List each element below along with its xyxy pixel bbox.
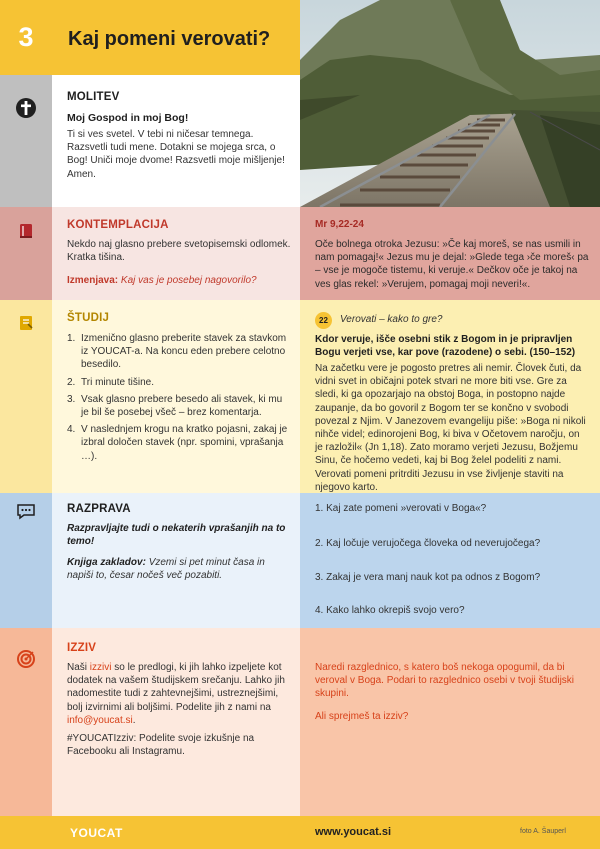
izziv-text-start: Naši — [67, 662, 90, 673]
item-number: 1. — [67, 333, 76, 344]
molitev-text: Ti si ves svetel. V tebi ni ničesar temnega. Razsvetli tudi mene. Dotakni se mojega srca, o Bog! Uniči moje dvome! Razsvetli moje mišljenje! Amen. — [67, 129, 285, 180]
title-bar — [52, 0, 300, 75]
notebook-icon — [15, 312, 37, 334]
item-number: 2. — [67, 376, 76, 388]
youcat-logo: YOUCAT — [70, 826, 123, 840]
chapter-number: 3 — [18, 22, 34, 52]
studij-title: ŠTUDIJ — [67, 312, 110, 324]
list-item — [67, 393, 292, 419]
izziv-title: IZZIV — [67, 642, 97, 654]
molitev-strip — [0, 75, 52, 207]
question-4: 4. Kako lahko okrepiš svojo vero? — [315, 605, 465, 616]
izzivi-word: izzivi — [89, 662, 112, 673]
question-explanation: Na začetku vere je pogosto pretres ali nemir. Človek čuti, da vidni svet in običajni potek stvari ne more biti vse. Gre za sledi, ki ga opozarjajo na obstoj Boga, in postopno najde zaupanje, da bo govoril z Bogom ter se končno v svobodi povezal z Njim. V Janezovem evangeliju piše: »Boga ni nikoli nihče videl; edinorojeni Bog, ki biva v Očetovem naročju, on je razložil« (Jn 1,18). Zato moramo verjeti Jezusu, Božjemu Sinu, če hočemo vedeti, kaj bi Bog želel podeliti z nami. Verovati pomeni pritrditi Jezusu in vse življenje staviti na njegovo karto. — [315, 363, 586, 493]
photo-credit: foto A. Šauperl — [520, 828, 566, 835]
kontemplacija-title: KONTEMPLACIJA — [67, 219, 169, 231]
list-item — [67, 423, 292, 463]
razprava-strip — [0, 493, 52, 628]
speech-bubble-icon — [15, 500, 37, 522]
list-item — [67, 376, 292, 389]
molitev-section — [52, 75, 300, 207]
item-text: Vsak glasno prebere besedo ali stavek, ki mu je bil še posebej všeč – brez komentarja. — [81, 393, 283, 419]
razprava-section — [52, 493, 300, 628]
railway-photo — [300, 0, 600, 207]
izmenjava-text: Kaj vas je posebej nagovorilo? — [120, 275, 257, 286]
item-text: Tri minute tišine. — [81, 376, 154, 388]
razprava-intro: Razpravljajte tudi o nekaterih vprašanjih na to temo! — [67, 523, 286, 547]
knjiga-label: Knjiga zakladov: — [67, 557, 146, 568]
youcat-question-panel — [300, 300, 600, 493]
bible-icon — [15, 220, 37, 242]
kontemplacija-section — [52, 207, 300, 300]
izziv-section — [52, 628, 300, 816]
page-title: Kaj pomeni verovati? — [68, 28, 271, 50]
question-3: 3. Zakaj je vera manj nauk kot pa odnos z Bogom? — [315, 572, 541, 583]
question-1: 1. Kaj zate pomeni »verovati v Boga«? — [315, 503, 487, 514]
scripture-text: Oče bolnega otroka Jezusu: »Če kaj moreš, se nas usmili in nam pomagaj!« Jezus mu je dejal: »Glede tega ›če moreš‹ pa – vse je mogoče tistemu, ki veruje.« Dečkov oče je takoj na ves glas rekel: »Verujem, pomagaj moji neveri!«. — [315, 239, 589, 290]
item-number: 3. — [67, 393, 76, 405]
cross-icon — [15, 97, 37, 119]
question-badge: 22 — [315, 312, 332, 329]
hashtag-text: #YOUCATIzziv: Podelite svoje izkušnje na Facebooku ali Instagramu. — [67, 733, 255, 758]
knjiga-zakladov — [67, 556, 292, 582]
item-text: V naslednjem krogu na kratko pojasni, zakaj je izbral določen stavek (npr. spomini, vprašanja …). — [81, 424, 288, 462]
item-number: 4. — [67, 424, 76, 436]
izziv-text-middle: so le predlogi, ki jih lahko izpeljete kot dodatek na vašem študijskem srečanju. Lahko jih nadomestite tudi z zahtevnejšimi, ustreznejšimi, bolj izvirnimi ali boljšimi. Podelite jih z nami na — [67, 662, 285, 713]
molitev-title: MOLITEV — [67, 91, 120, 103]
kontemplacija-strip — [0, 207, 52, 300]
razprava-title: RAZPRAVA — [67, 503, 131, 515]
izziv-text-end: . — [132, 714, 136, 726]
challenge-question: Ali sprejmeš ta izziv? — [315, 711, 409, 722]
izmenjava-label: Izmenjava: — [67, 275, 119, 286]
website-link[interactable]: www.youcat.si — [315, 826, 392, 838]
challenge-text: Naredi razglednico, s katero boš nekoga opogumil, da bi veroval v Boga. Podari to razglednico osebi v tvoji študijski skupini. — [315, 662, 575, 700]
list-item — [67, 332, 292, 372]
knjiga-text: Vzemi si pet minut časa in napiši to, česar nočeš več pozabiti. — [67, 557, 265, 582]
studij-list — [67, 332, 292, 467]
scripture-panel — [300, 207, 600, 300]
chapter-number-block — [0, 0, 52, 75]
target-icon — [15, 648, 37, 670]
izziv-text — [67, 661, 292, 727]
kontemplacija-text: Nekdo naj glasno prebere svetopisemski odlomek. Kratka tišina. — [67, 239, 291, 264]
challenge-panel — [300, 628, 600, 816]
footer — [0, 816, 600, 849]
questions-panel — [300, 493, 600, 628]
molitev-subtitle: Moj Gospod in moj Bog! — [67, 112, 189, 124]
izmenjava-line — [67, 274, 292, 287]
studij-strip — [0, 300, 52, 493]
izziv-strip — [0, 628, 52, 816]
item-text: Izmenično glasno preberite stavek za stavkom iz YOUCAT-a. Na koncu eden prebere celotno besedilo. — [81, 333, 287, 371]
question-2: 2. Kaj ločuje verujočega človeka od neverujočega? — [315, 538, 541, 549]
scripture-ref: Mr 9,22-24 — [315, 219, 364, 230]
email-link[interactable]: info@youcat.si — [67, 714, 133, 726]
studij-section — [52, 300, 300, 493]
question-answer: Kdor veruje, išče osebni stik z Bogom in je pripravljen Bogu verjeti vse, kar pove (razodene) o sebi. (150–152) — [315, 334, 576, 358]
question-title: Verovati – kako to gre? — [340, 314, 443, 325]
